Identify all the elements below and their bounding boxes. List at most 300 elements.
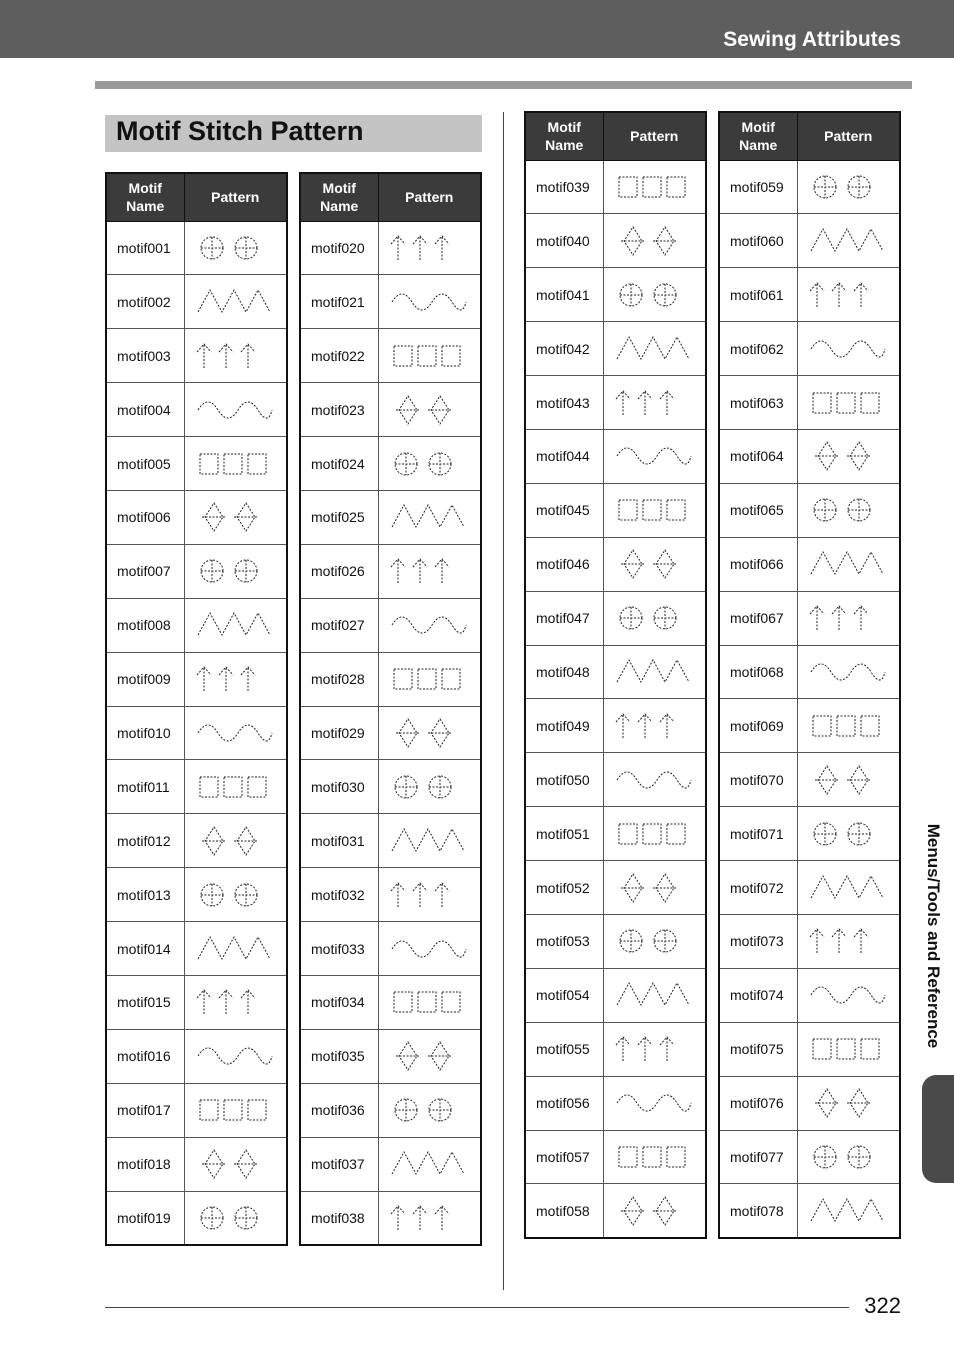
motif-pattern-cell	[378, 868, 481, 922]
motif-pattern-cell	[184, 814, 287, 868]
motif-pattern-cell	[797, 483, 900, 537]
table-row	[300, 544, 481, 598]
side-tab	[922, 1075, 954, 1183]
table-row	[525, 807, 706, 861]
stitch-pattern-icon	[807, 975, 889, 1015]
stitch-pattern-icon	[807, 329, 889, 369]
motif-pattern-cell	[184, 1029, 287, 1083]
motif-name: motif010	[106, 706, 184, 760]
motif-name: motif009	[106, 652, 184, 706]
footer-rule	[105, 1307, 849, 1308]
motif-name: motif069	[719, 699, 797, 753]
motif-table	[524, 111, 707, 1239]
motif-name: motif015	[106, 975, 184, 1029]
motif-pattern-cell	[797, 1022, 900, 1076]
stitch-pattern-icon	[613, 383, 695, 423]
table-row	[525, 322, 706, 376]
stitch-pattern-icon	[194, 336, 276, 376]
motif-pattern-cell	[603, 537, 706, 591]
motif-name: motif044	[525, 429, 603, 483]
motif-pattern-cell	[603, 645, 706, 699]
motif-pattern-cell	[797, 376, 900, 430]
table-row	[300, 1137, 481, 1191]
table-row	[106, 544, 287, 598]
stitch-pattern-icon	[613, 221, 695, 261]
stitch-pattern-icon	[194, 390, 276, 430]
motif-pattern-cell	[603, 429, 706, 483]
stitch-pattern-icon	[807, 760, 889, 800]
stitch-pattern-icon	[194, 929, 276, 969]
motif-pattern-cell	[378, 544, 481, 598]
column-header-pattern: Pattern	[603, 112, 706, 160]
table-row	[300, 329, 481, 383]
table-row	[525, 1184, 706, 1238]
stitch-pattern-icon	[388, 336, 470, 376]
motif-pattern-cell	[184, 544, 287, 598]
motif-name: motif021	[300, 275, 378, 329]
motif-pattern-cell	[184, 1137, 287, 1191]
stitch-pattern-icon	[194, 444, 276, 484]
stitch-pattern-icon	[613, 1029, 695, 1069]
motif-pattern-cell	[603, 268, 706, 322]
table-row	[106, 814, 287, 868]
stitch-pattern-icon	[388, 1090, 470, 1130]
motif-pattern-cell	[184, 383, 287, 437]
motif-name: motif047	[525, 591, 603, 645]
stitch-pattern-icon	[388, 551, 470, 591]
motif-pattern-cell	[184, 275, 287, 329]
table-row	[106, 275, 287, 329]
motif-name: motif033	[300, 922, 378, 976]
motif-pattern-cell	[603, 807, 706, 861]
motif-name: motif045	[525, 483, 603, 537]
motif-pattern-cell	[184, 652, 287, 706]
motif-name: motif071	[719, 807, 797, 861]
table-row	[525, 753, 706, 807]
stitch-pattern-icon	[194, 821, 276, 861]
motif-table	[105, 172, 288, 1246]
motif-pattern-cell	[603, 483, 706, 537]
stitch-pattern-icon	[807, 221, 889, 261]
table-row	[106, 437, 287, 491]
motif-pattern-cell	[378, 329, 481, 383]
table-row	[106, 1083, 287, 1137]
motif-pattern-cell	[184, 922, 287, 976]
stitch-pattern-icon	[388, 929, 470, 969]
motif-name: motif058	[525, 1184, 603, 1238]
stitch-pattern-icon	[613, 275, 695, 315]
table-row	[106, 652, 287, 706]
motif-pattern-cell	[603, 1076, 706, 1130]
stitch-pattern-icon	[807, 868, 889, 908]
stitch-pattern-icon	[613, 544, 695, 584]
table-row	[719, 429, 900, 483]
stitch-pattern-icon	[807, 706, 889, 746]
stitch-pattern-icon	[613, 760, 695, 800]
motif-name: motif074	[719, 968, 797, 1022]
stitch-pattern-icon	[807, 921, 889, 961]
motif-name: motif078	[719, 1184, 797, 1238]
motif-name: motif017	[106, 1083, 184, 1137]
stitch-pattern-icon	[194, 228, 276, 268]
motif-pattern-cell	[797, 591, 900, 645]
table-row	[300, 652, 481, 706]
motif-table	[299, 172, 482, 1246]
motif-name: motif064	[719, 429, 797, 483]
motif-name: motif066	[719, 537, 797, 591]
stitch-pattern-icon	[388, 659, 470, 699]
table-row	[525, 160, 706, 214]
stitch-pattern-icon	[613, 329, 695, 369]
motif-pattern-cell	[184, 1191, 287, 1245]
table-row	[719, 1130, 900, 1184]
motif-name: motif006	[106, 490, 184, 544]
stitch-pattern-icon	[613, 921, 695, 961]
stitch-pattern-icon	[388, 444, 470, 484]
motif-pattern-cell	[378, 490, 481, 544]
table-row	[719, 160, 900, 214]
table-row	[719, 914, 900, 968]
page-heading: Motif Stitch Pattern	[116, 116, 364, 146]
motif-name: motif016	[106, 1029, 184, 1083]
motif-name: motif003	[106, 329, 184, 383]
stitch-pattern-icon	[194, 1036, 276, 1076]
motif-pattern-cell	[378, 598, 481, 652]
table-row	[525, 861, 706, 915]
stitch-pattern-icon	[807, 544, 889, 584]
motif-pattern-cell	[378, 975, 481, 1029]
motif-name: motif020	[300, 221, 378, 275]
table-row	[525, 699, 706, 753]
table-row	[300, 814, 481, 868]
motif-name: motif061	[719, 268, 797, 322]
motif-pattern-cell	[378, 922, 481, 976]
motif-pattern-cell	[797, 753, 900, 807]
stitch-pattern-icon	[613, 167, 695, 207]
motif-name: motif052	[525, 861, 603, 915]
motif-name: motif004	[106, 383, 184, 437]
motif-name: motif029	[300, 706, 378, 760]
motif-pattern-cell	[797, 1130, 900, 1184]
page-heading-box	[105, 115, 482, 152]
motif-name: motif040	[525, 214, 603, 268]
motif-name: motif070	[719, 753, 797, 807]
motif-pattern-cell	[184, 975, 287, 1029]
stitch-pattern-icon	[388, 390, 470, 430]
table-row	[106, 383, 287, 437]
table-row	[719, 322, 900, 376]
table-row	[719, 537, 900, 591]
table-row	[719, 591, 900, 645]
stitch-pattern-icon	[613, 1191, 695, 1231]
motif-pattern-cell	[378, 383, 481, 437]
table-row	[525, 1130, 706, 1184]
stitch-pattern-icon	[194, 1090, 276, 1130]
table-row	[106, 221, 287, 275]
motif-name: motif057	[525, 1130, 603, 1184]
motif-name: motif062	[719, 322, 797, 376]
table-row	[106, 1029, 287, 1083]
motif-pattern-cell	[603, 1130, 706, 1184]
table-row	[300, 598, 481, 652]
motif-pattern-cell	[378, 275, 481, 329]
stitch-pattern-icon	[388, 713, 470, 753]
stitch-pattern-icon	[807, 652, 889, 692]
stitch-pattern-icon	[613, 598, 695, 638]
motif-name: motif026	[300, 544, 378, 598]
motif-name: motif028	[300, 652, 378, 706]
table-row	[300, 922, 481, 976]
motif-pattern-cell	[797, 645, 900, 699]
stitch-pattern-icon	[807, 383, 889, 423]
table-row	[300, 868, 481, 922]
table-row	[525, 1076, 706, 1130]
table-row	[719, 1076, 900, 1130]
motif-name: motif055	[525, 1022, 603, 1076]
motif-pattern-cell	[797, 861, 900, 915]
stitch-pattern-icon	[194, 659, 276, 699]
motif-pattern-cell	[603, 861, 706, 915]
table-row	[525, 537, 706, 591]
motif-name: motif001	[106, 221, 184, 275]
motif-pattern-cell	[378, 1029, 481, 1083]
stitch-pattern-icon	[613, 1083, 695, 1123]
table-row	[719, 483, 900, 537]
motif-pattern-cell	[797, 1076, 900, 1130]
stitch-pattern-icon	[613, 1137, 695, 1177]
motif-pattern-cell	[184, 1083, 287, 1137]
motif-pattern-cell	[797, 429, 900, 483]
motif-pattern-cell	[797, 914, 900, 968]
motif-pattern-cell	[797, 322, 900, 376]
section-title: Sewing Attributes	[723, 28, 901, 51]
motif-pattern-cell	[603, 914, 706, 968]
motif-pattern-cell	[184, 490, 287, 544]
motif-pattern-cell	[378, 706, 481, 760]
stitch-pattern-icon	[613, 652, 695, 692]
motif-name: motif065	[719, 483, 797, 537]
motif-pattern-cell	[184, 221, 287, 275]
table-row	[300, 383, 481, 437]
stitch-pattern-icon	[388, 821, 470, 861]
column-divider	[503, 112, 504, 1290]
stitch-pattern-icon	[194, 1198, 276, 1238]
motif-pattern-cell	[603, 214, 706, 268]
table-row	[719, 861, 900, 915]
stitch-pattern-icon	[613, 490, 695, 530]
stitch-pattern-icon	[807, 490, 889, 530]
table-row	[300, 760, 481, 814]
motif-name: motif048	[525, 645, 603, 699]
motif-name: motif034	[300, 975, 378, 1029]
stitch-pattern-icon	[613, 868, 695, 908]
motif-name: motif068	[719, 645, 797, 699]
side-tab-label: Menus/Tools and Reference	[924, 823, 943, 1049]
stitch-pattern-icon	[388, 1036, 470, 1076]
motif-pattern-cell	[184, 706, 287, 760]
motif-pattern-cell	[603, 376, 706, 430]
motif-name: motif030	[300, 760, 378, 814]
motif-name: motif073	[719, 914, 797, 968]
motif-name: motif054	[525, 968, 603, 1022]
motif-pattern-cell	[797, 214, 900, 268]
table-row	[300, 706, 481, 760]
table-row	[719, 1022, 900, 1076]
table-row	[525, 376, 706, 430]
motif-pattern-cell	[797, 1184, 900, 1238]
motif-name: motif005	[106, 437, 184, 491]
motif-pattern-cell	[378, 1137, 481, 1191]
stitch-pattern-icon	[388, 1198, 470, 1238]
column-header-motif-name: Motif Name	[719, 112, 797, 160]
motif-name: motif059	[719, 160, 797, 214]
motif-pattern-cell	[378, 760, 481, 814]
column-header-motif-name: Motif Name	[300, 173, 378, 221]
motif-table	[718, 111, 901, 1239]
motif-pattern-cell	[797, 807, 900, 861]
stitch-pattern-icon	[807, 598, 889, 638]
column-header-pattern: Pattern	[184, 173, 287, 221]
motif-pattern-cell	[603, 753, 706, 807]
motif-pattern-cell	[184, 329, 287, 383]
motif-name: motif023	[300, 383, 378, 437]
motif-name: motif067	[719, 591, 797, 645]
motif-name: motif037	[300, 1137, 378, 1191]
table-row	[719, 753, 900, 807]
table-row	[106, 868, 287, 922]
header-bar	[0, 0, 954, 58]
stitch-pattern-icon	[807, 1083, 889, 1123]
motif-name: motif014	[106, 922, 184, 976]
table-row	[719, 699, 900, 753]
table-row	[719, 968, 900, 1022]
motif-pattern-cell	[603, 1022, 706, 1076]
table-row	[300, 275, 481, 329]
stitch-pattern-icon	[194, 282, 276, 322]
motif-name: motif063	[719, 376, 797, 430]
table-row	[106, 490, 287, 544]
motif-name: motif077	[719, 1130, 797, 1184]
table-row	[525, 483, 706, 537]
stitch-pattern-icon	[807, 1191, 889, 1231]
table-row	[106, 329, 287, 383]
table-row	[106, 598, 287, 652]
stitch-pattern-icon	[807, 1137, 889, 1177]
header-rule	[95, 81, 912, 89]
stitch-pattern-icon	[388, 282, 470, 322]
table-row	[525, 429, 706, 483]
table-row	[300, 490, 481, 544]
page-number: 322	[864, 1293, 901, 1318]
motif-name: motif075	[719, 1022, 797, 1076]
motif-pattern-cell	[184, 868, 287, 922]
motif-pattern-cell	[797, 537, 900, 591]
table-row	[719, 268, 900, 322]
motif-name: motif022	[300, 329, 378, 383]
motif-name: motif032	[300, 868, 378, 922]
table-row	[525, 914, 706, 968]
table-row	[525, 645, 706, 699]
table-row	[525, 968, 706, 1022]
motif-pattern-cell	[603, 322, 706, 376]
stitch-pattern-icon	[807, 167, 889, 207]
table-row	[300, 1083, 481, 1137]
table-row	[106, 975, 287, 1029]
motif-name: motif049	[525, 699, 603, 753]
stitch-pattern-icon	[194, 767, 276, 807]
motif-name: motif007	[106, 544, 184, 598]
table-row	[525, 268, 706, 322]
motif-pattern-cell	[378, 652, 481, 706]
motif-name: motif035	[300, 1029, 378, 1083]
stitch-pattern-icon	[807, 1029, 889, 1069]
motif-name: motif053	[525, 914, 603, 968]
motif-name: motif038	[300, 1191, 378, 1245]
table-row	[106, 1191, 287, 1245]
table-row	[106, 760, 287, 814]
motif-pattern-cell	[184, 760, 287, 814]
motif-pattern-cell	[603, 968, 706, 1022]
motif-name: motif031	[300, 814, 378, 868]
motif-name: motif072	[719, 861, 797, 915]
motif-pattern-cell	[603, 1184, 706, 1238]
motif-name: motif056	[525, 1076, 603, 1130]
motif-name: motif012	[106, 814, 184, 868]
column-header-pattern: Pattern	[378, 173, 481, 221]
motif-name: motif019	[106, 1191, 184, 1245]
stitch-pattern-icon	[807, 275, 889, 315]
motif-pattern-cell	[797, 968, 900, 1022]
stitch-pattern-icon	[807, 814, 889, 854]
motif-pattern-cell	[378, 1191, 481, 1245]
motif-name: motif060	[719, 214, 797, 268]
table-row	[300, 221, 481, 275]
motif-name: motif018	[106, 1137, 184, 1191]
motif-name: motif076	[719, 1076, 797, 1130]
table-row	[300, 437, 481, 491]
table-row	[719, 807, 900, 861]
table-row	[719, 376, 900, 430]
stitch-pattern-icon	[388, 875, 470, 915]
motif-name: motif036	[300, 1083, 378, 1137]
motif-pattern-cell	[797, 268, 900, 322]
table-row	[300, 1191, 481, 1245]
stitch-pattern-icon	[194, 551, 276, 591]
table-row	[106, 1137, 287, 1191]
motif-name: motif041	[525, 268, 603, 322]
motif-name: motif002	[106, 275, 184, 329]
stitch-pattern-icon	[194, 605, 276, 645]
motif-pattern-cell	[378, 1083, 481, 1137]
column-header-motif-name: Motif Name	[106, 173, 184, 221]
table-row	[719, 1184, 900, 1238]
stitch-pattern-icon	[388, 228, 470, 268]
motif-name: motif013	[106, 868, 184, 922]
motif-pattern-cell	[378, 814, 481, 868]
motif-pattern-cell	[184, 437, 287, 491]
stitch-pattern-icon	[194, 875, 276, 915]
motif-name: motif027	[300, 598, 378, 652]
table-row	[300, 1029, 481, 1083]
motif-name: motif039	[525, 160, 603, 214]
table-row	[525, 591, 706, 645]
motif-name: motif050	[525, 753, 603, 807]
motif-pattern-cell	[603, 591, 706, 645]
motif-name: motif011	[106, 760, 184, 814]
stitch-pattern-icon	[388, 1144, 470, 1184]
column-header-pattern: Pattern	[797, 112, 900, 160]
stitch-pattern-icon	[388, 982, 470, 1022]
